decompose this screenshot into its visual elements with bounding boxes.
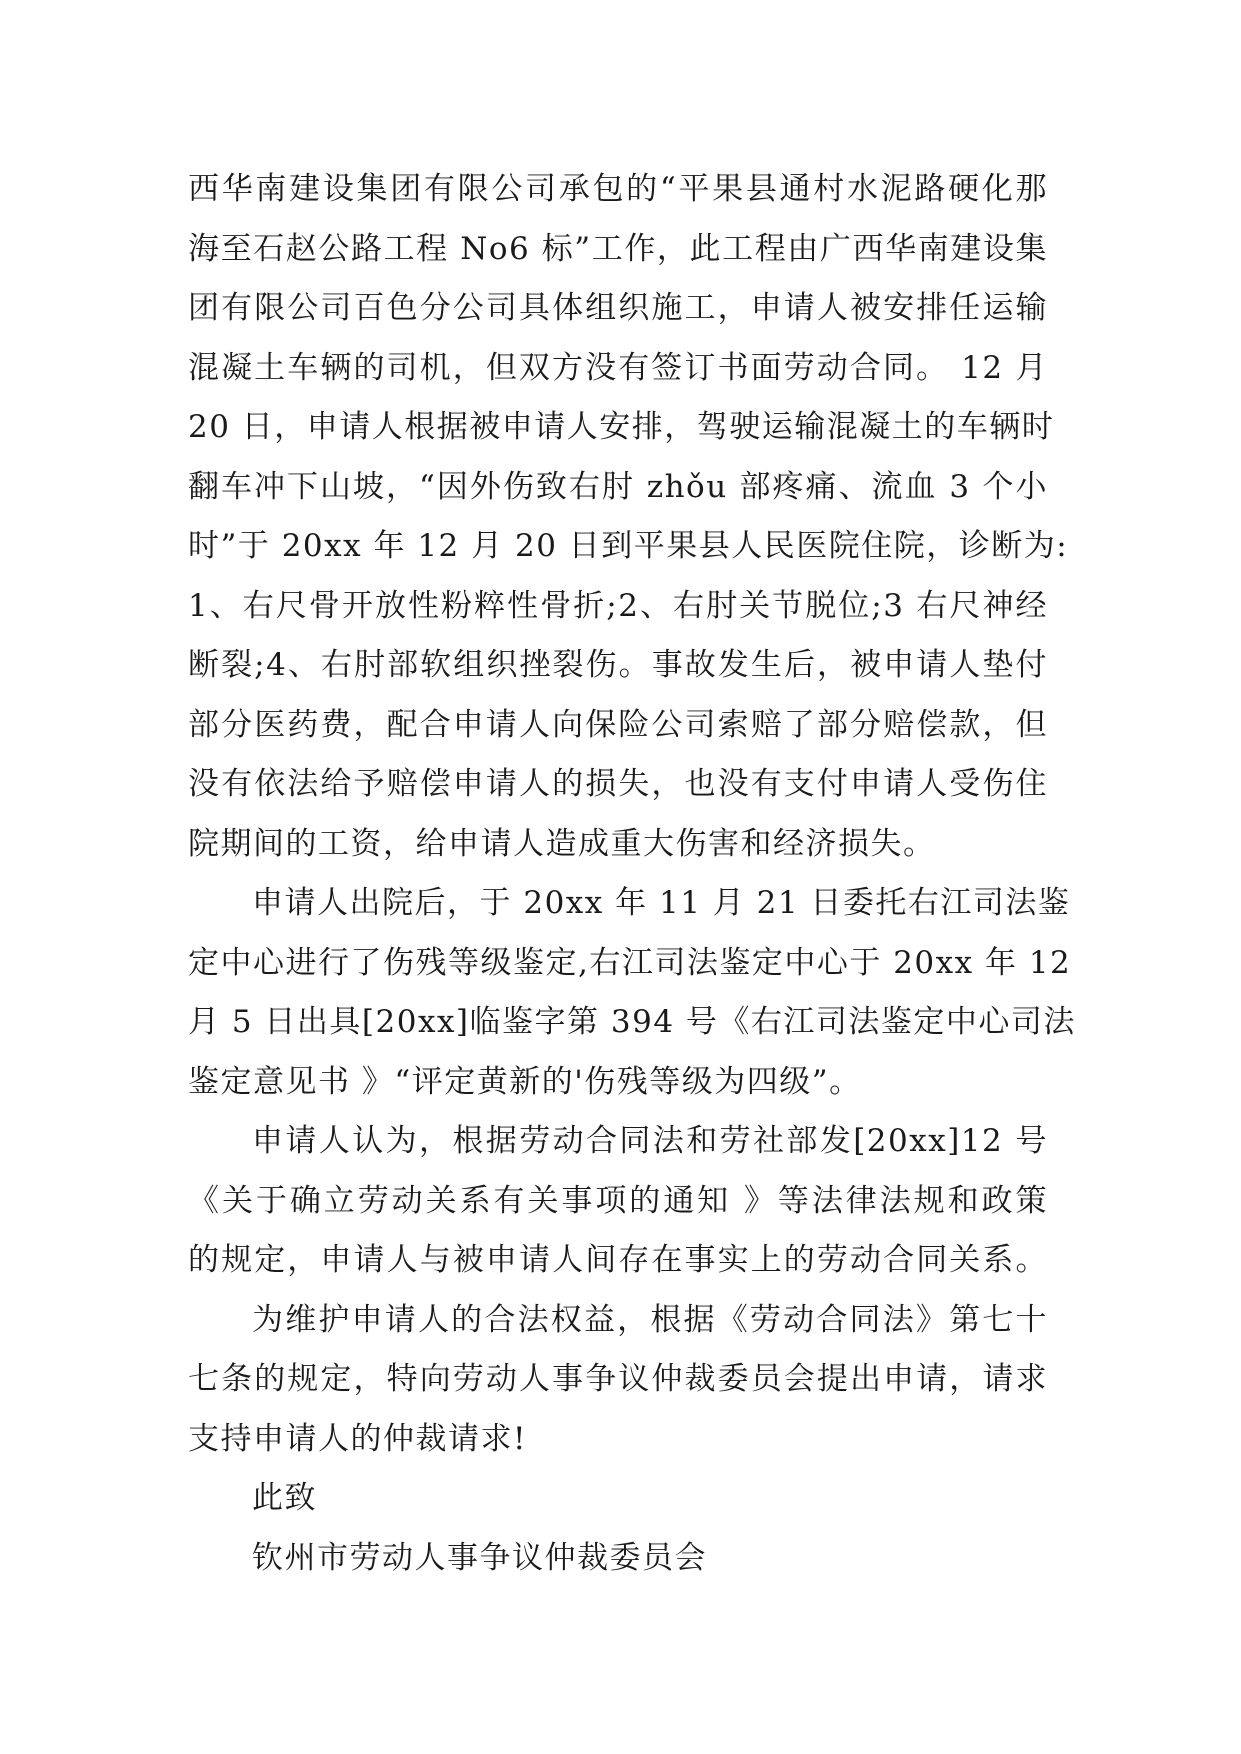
text-line: 《关于确立劳动关系有关事项的通知 》等法律法规和政策 — [188, 1182, 1048, 1219]
text-line: 时”于 20xx 年 12 月 20 日到平果县人民医院住院，诊断为: — [188, 528, 1069, 564]
text-line: 混凝土车辆的司机，但双方没有签订书面劳动合同。 12 月 — [188, 349, 1048, 386]
text-line: 20 日，申请人根据被申请人安排，驾驶运输混凝土的车辆时 — [188, 409, 1055, 445]
document-body — [188, 160, 1076, 1588]
text-line: 部分医药费，配合申请人向保险公司索赔了部分赔偿款，但 — [188, 706, 1048, 743]
text-line: 鉴定意见书 》“评定黄新的'伤残等级为四级”。 — [188, 1063, 862, 1100]
text-line: 的规定，申请人与被申请人间存在事实上的劳动合同关系。 — [188, 1242, 1048, 1278]
text-line: 1、右尺骨开放性粉粹性骨折;2、右肘关节脱位;3 右尺神经 — [188, 587, 1048, 624]
text-line: 月 5 日出具[20xx]临鉴字第 394 号《右江司法鉴定中心司法 — [188, 1004, 1076, 1040]
text-line: 七条的规定，特向劳动人事争议仲裁委员会提出申请，请求 — [188, 1361, 1048, 1397]
text-line: 院期间的工资，给申请人造成重大伤害和经济损失。 — [188, 825, 936, 862]
text-line: 海至石赵公路工程 No6 标”工作，此工程由广西华南建设集 — [188, 230, 1048, 267]
text-line: 翻车冲下山坡，“因外伤致右肘 zhǒu 部疼痛、流血 3 个小 — [188, 468, 1048, 505]
text-line: 没有依法给予赔偿申请人的损失，也没有支付申请人受伤住 — [188, 766, 1048, 802]
text-line: 支持申请人的仲裁请求! — [188, 1420, 527, 1457]
paragraph-p6 — [188, 1529, 1048, 1589]
text-line: 此致 — [252, 1480, 317, 1516]
text-line: 定中心进行了伤残等级鉴定,右江司法鉴定中心于 20xx 年 12 — [188, 944, 1072, 981]
text-line: 申请人出院后，于 20xx 年 11 月 21 日委托右江司法鉴 — [252, 885, 1071, 921]
text-line: 西华南建设集团有限公司承包的“平果县通村水泥路硬化那 — [188, 171, 1048, 207]
text-line: 团有限公司百色分公司具体组织施工，申请人被安排任运输 — [188, 290, 1048, 326]
text-line: 钦州市劳动人事争议仲裁委员会 — [252, 1539, 707, 1576]
paragraph-p3 — [188, 1112, 1048, 1291]
paragraph-p5 — [188, 1469, 1048, 1529]
paragraph-p4 — [188, 1291, 1048, 1470]
paragraph-p2 — [188, 874, 1076, 1112]
text-line: 申请人认为，根据劳动合同法和劳社部发[20xx]12 号 — [252, 1123, 1048, 1159]
paragraph-p1 — [188, 160, 1069, 874]
text-line: 为维护申请人的合法权益，根据《劳动合同法》第七十 — [252, 1301, 1048, 1338]
text-line: 断裂;4、右肘部软组织挫裂伤。事故发生后，被申请人垫付 — [188, 647, 1048, 683]
